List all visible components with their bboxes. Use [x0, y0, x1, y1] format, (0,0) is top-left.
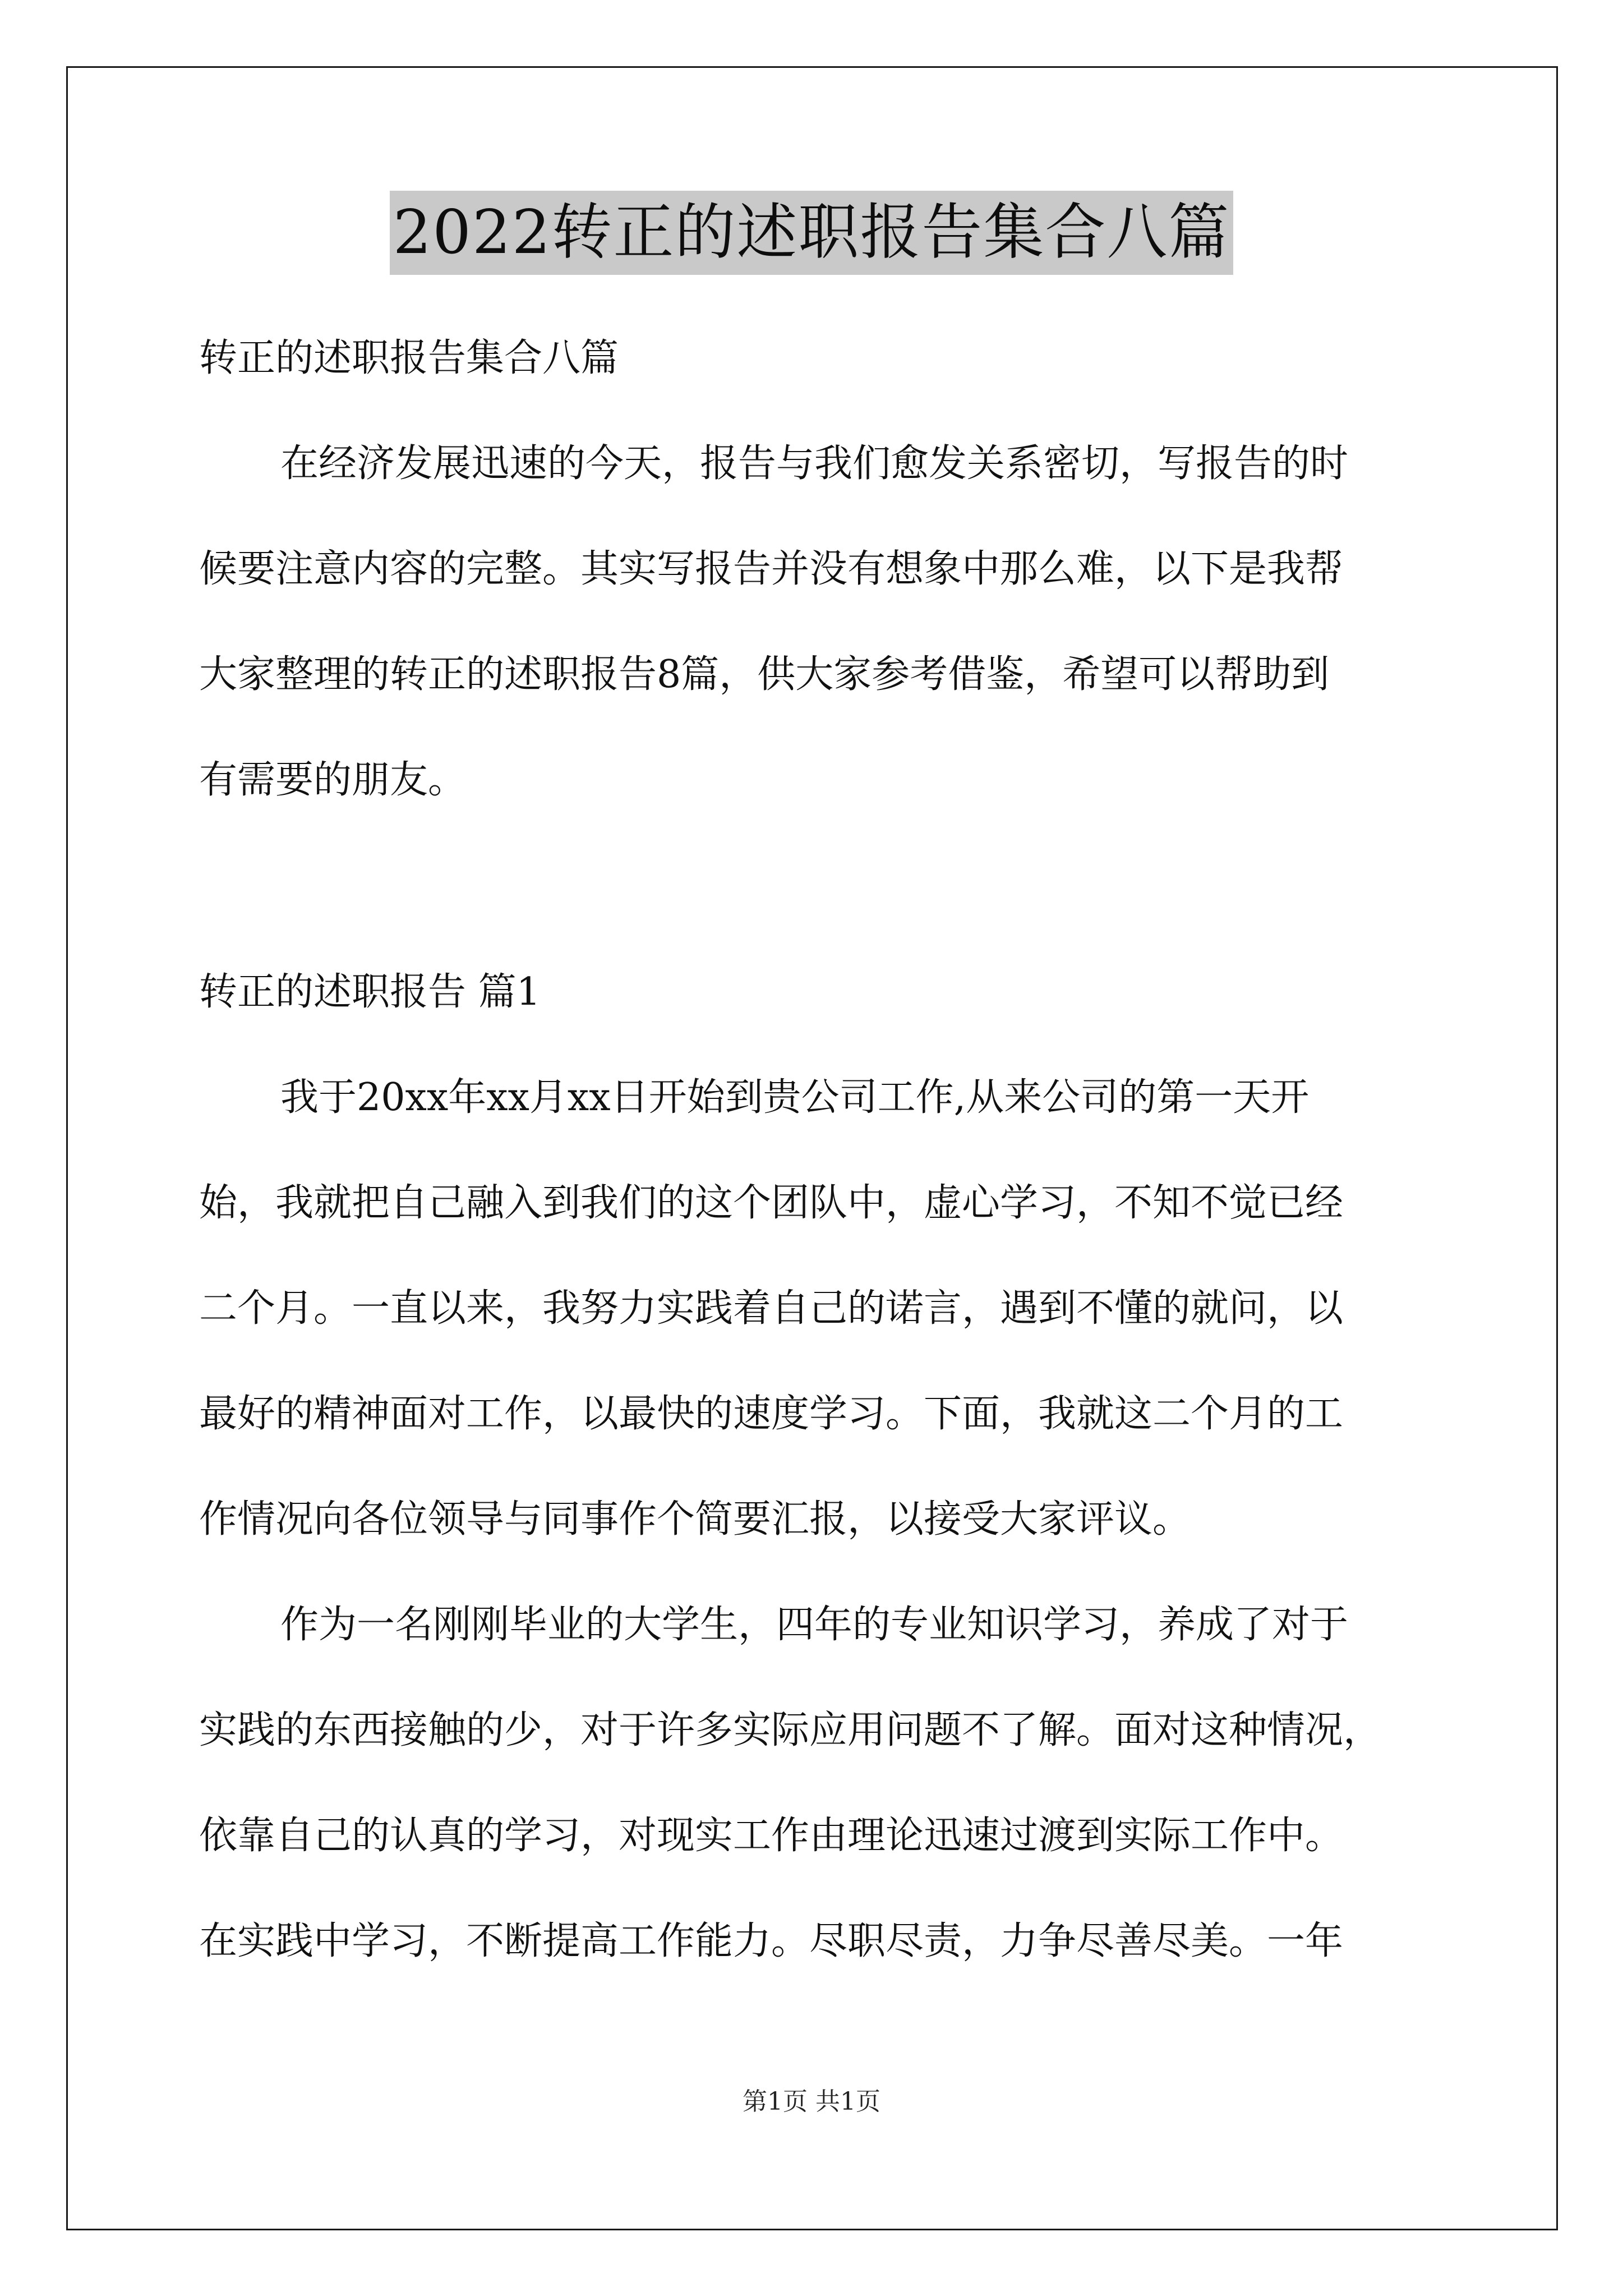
- intro-line-4: 有需要的朋友。: [199, 758, 467, 802]
- paragraph-2-line-2: 实践的东西接触的少，对于许多实际应用问题不了解。面对这种情况，: [199, 1708, 1382, 1752]
- paragraph-1-line-1: 我于20xx年xx月xx日开始到贵公司工作,从来公司的第一天开: [280, 1075, 1310, 1120]
- intro-line-3: 大家整理的转正的述职报告8篇，供大家参考借鉴，希望可以帮助到: [199, 652, 1330, 697]
- subtitle-line: 转正的述职报告集合八篇: [199, 336, 619, 380]
- paragraph-1-line-4: 最好的精神面对工作，以最快的速度学习。下面，我就这二个月的工: [199, 1392, 1344, 1436]
- paragraph-1-line-2: 始，我就把自己融入到我们的这个团队中，虚心学习，不知不觉已经: [199, 1181, 1344, 1225]
- paragraph-2-line-1: 作为一名刚刚毕业的大学生，四年的专业知识学习，养成了对于: [280, 1603, 1349, 1647]
- title-container: [0, 191, 1623, 275]
- page-footer: 第1页 共1页: [743, 2087, 880, 2116]
- paragraph-2-line-4: 在实践中学习，不断提高工作能力。尽职尽责，力争尽善尽美。一年: [199, 1919, 1344, 1963]
- paragraph-1-line-3: 二个月。一直以来，我努力实践着自己的诺言，遇到不懂的就问，以: [199, 1286, 1344, 1331]
- document-title: 2022转正的述职报告集合八篇: [390, 191, 1234, 275]
- section-heading: 转正的述职报告 篇1: [199, 970, 541, 1014]
- intro-line-2: 候要注意内容的完整。其实写报告并没有想象中那么难，以下是我帮: [199, 547, 1344, 591]
- paragraph-2-line-3: 依靠自己的认真的学习，对现实工作由理论迅速过渡到实际工作中。: [199, 1814, 1344, 1858]
- document-body: [199, 306, 1433, 1994]
- paragraph-1-line-5: 作情况向各位领导与同事作个简要汇报，以接受大家评议。: [199, 1497, 1191, 1542]
- intro-line-1: 在经济发展迅速的今天，报告与我们愈发关系密切，写报告的时: [280, 441, 1349, 486]
